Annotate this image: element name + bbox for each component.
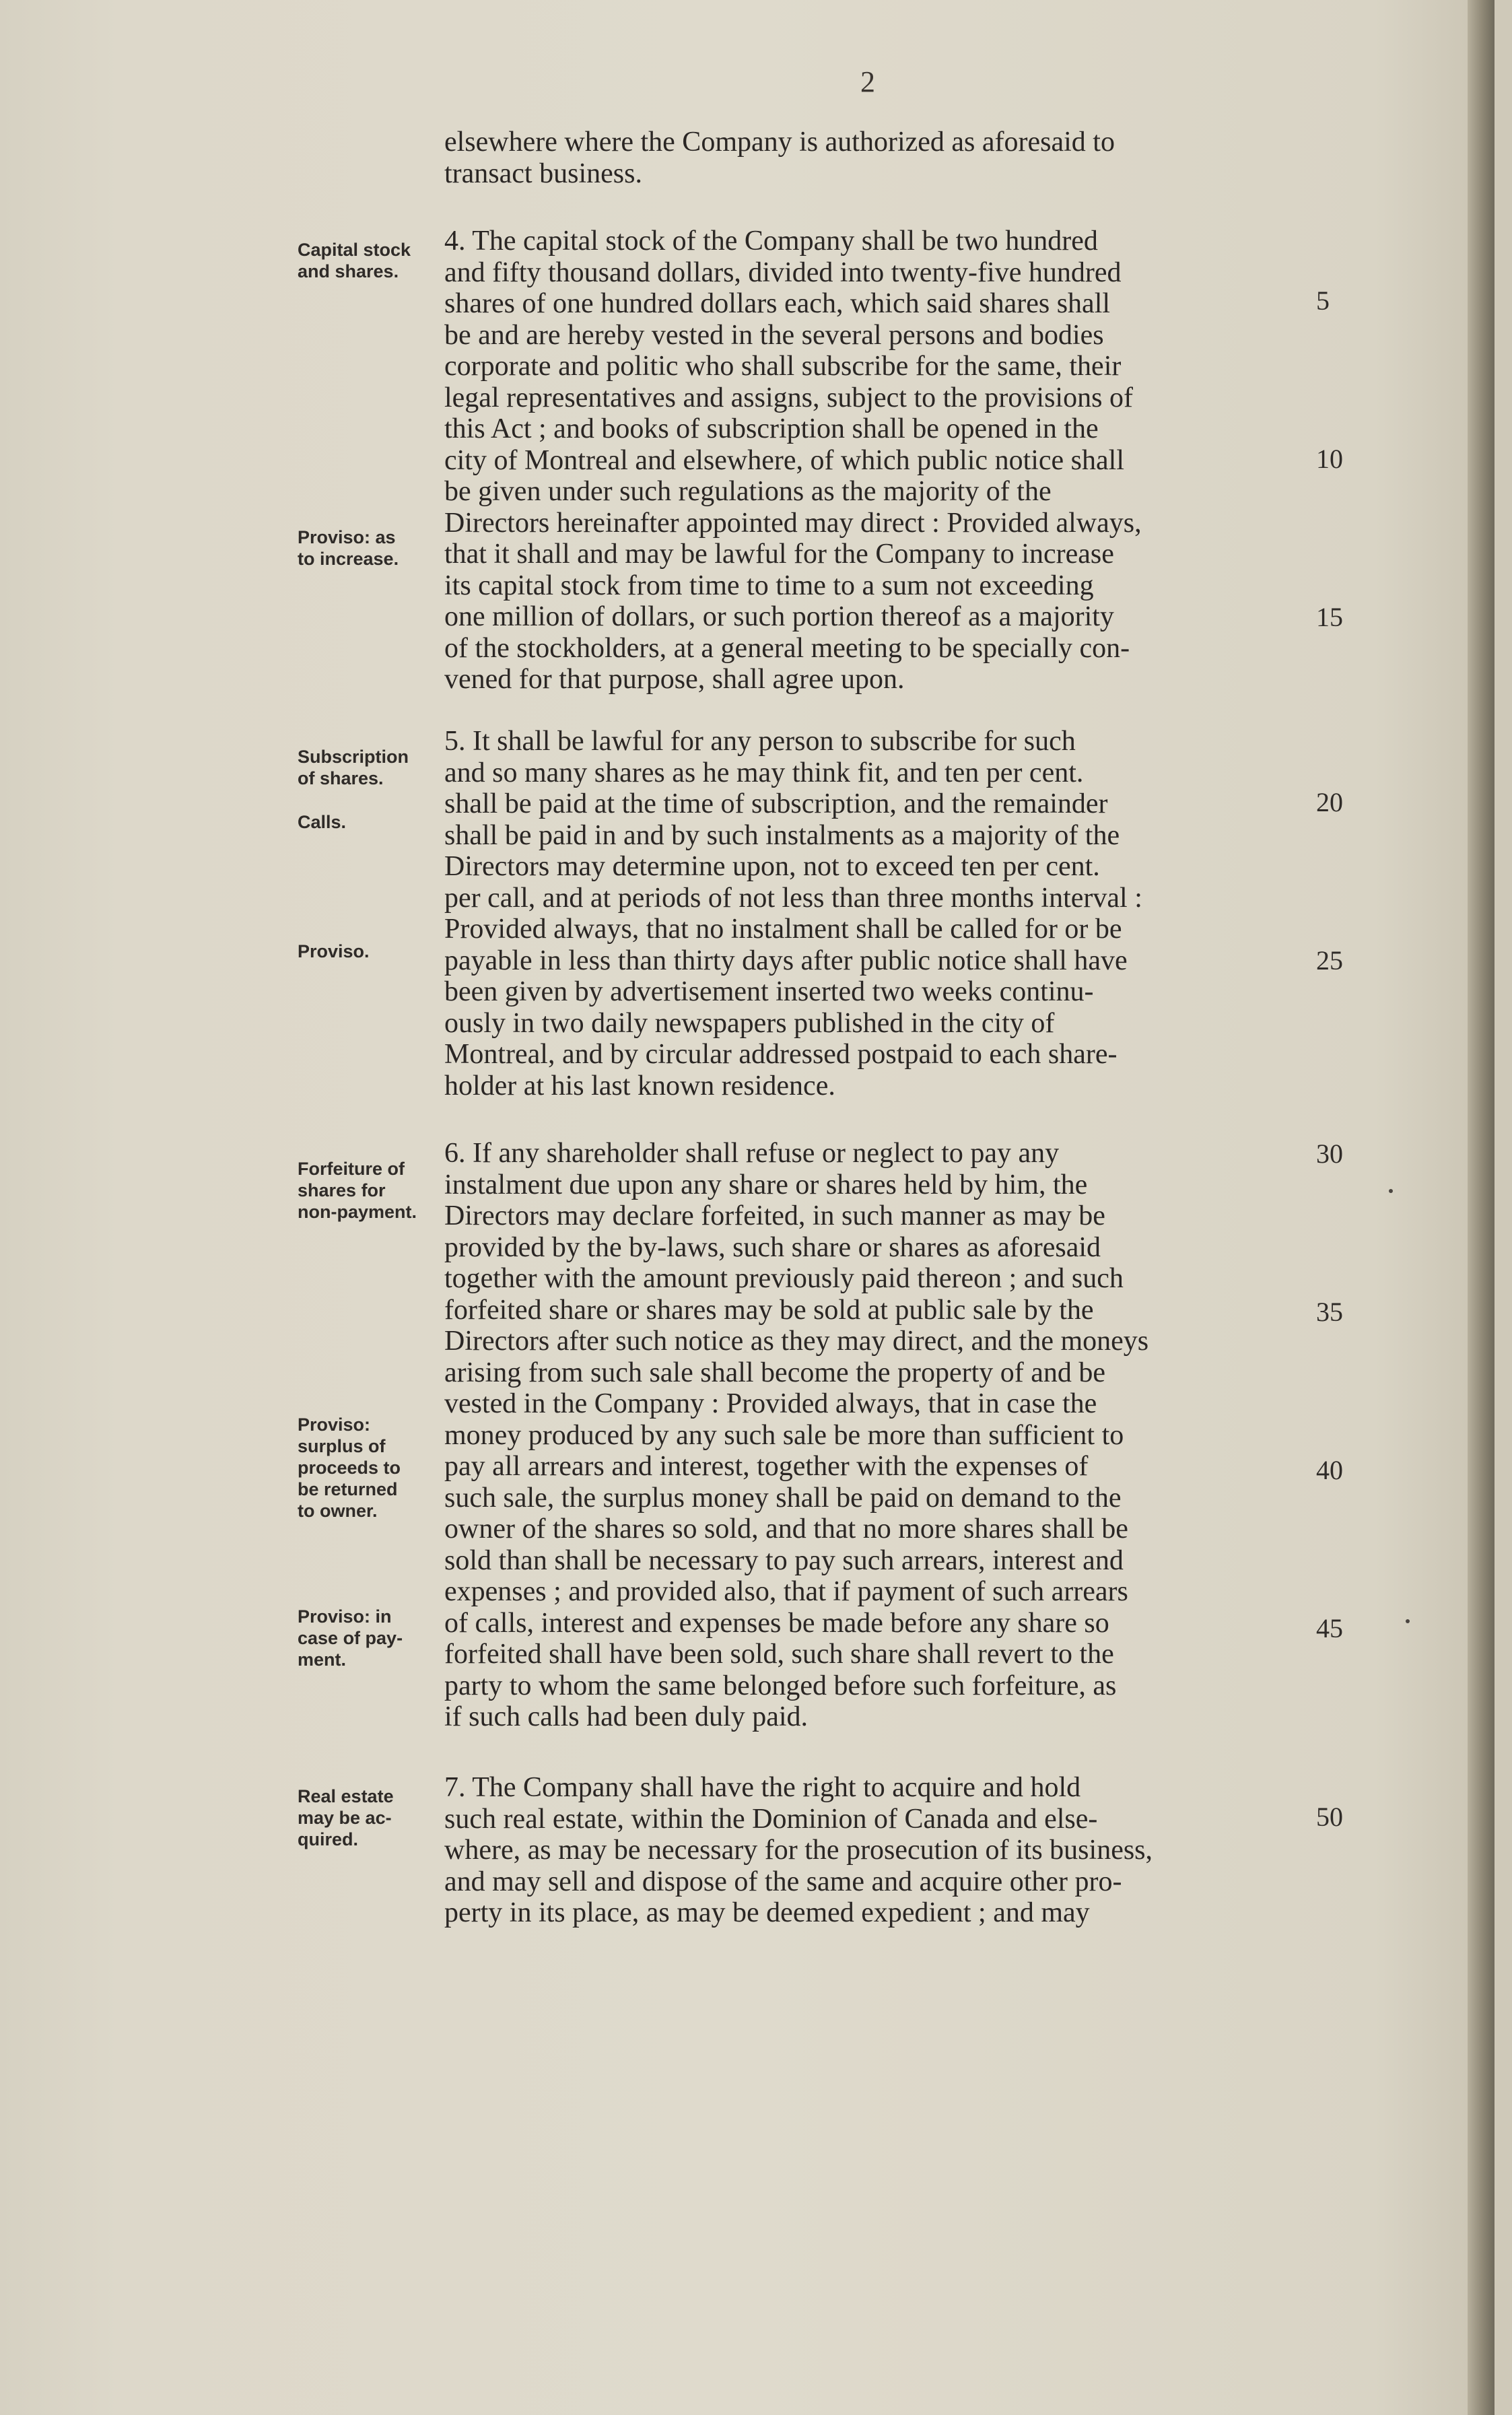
text-line: sold than shall be necessary to pay such arrears, interest and (444, 1544, 1124, 1576)
text-line: this Act ; and books of subscription shall be opened in the (444, 413, 1099, 444)
text-line: been given by advertisement inserted two weeks continu- (444, 976, 1094, 1007)
section-7 (444, 1772, 1299, 1929)
text-line: shall be paid at the time of subscription, and the remainder (444, 788, 1108, 819)
margin-note-proviso-increase (298, 526, 452, 570)
margin-note-line: shares for (298, 1180, 386, 1200)
paragraph-continuation (444, 127, 1299, 189)
margin-note-line: Subscription (298, 747, 409, 767)
margin-note-real-estate (298, 1785, 452, 1850)
text-line: shall be paid in and by such instalments as a majority of the (444, 819, 1120, 851)
margin-note-capital-stock (298, 239, 452, 282)
text-line: that it shall and may be lawful for the Company to increase (444, 539, 1114, 570)
text-line: be and are hereby vested in the several persons and bodies (444, 319, 1104, 351)
text-line: ously in two daily newspapers published in the city of (444, 1007, 1055, 1039)
text-line: Montreal, and by circular addressed postpaid to each share- (444, 1039, 1118, 1070)
margin-note-line: non-payment. (298, 1202, 417, 1222)
text-line: 7. The Company shall have the right to acquire and hold (444, 1772, 1081, 1803)
margin-note-line: Forfeiture of (298, 1159, 405, 1179)
text-line: provided by the by-laws, such share or shares as aforesaid (444, 1231, 1101, 1263)
text-line: per call, and at periods of not less than three months interval : (444, 882, 1142, 914)
text-line: party to whom the same belonged before such forfeiture, as (444, 1670, 1117, 1701)
text-line: corporate and politic who shall subscribe for the same, their (444, 351, 1122, 382)
margin-note-line: and shares. (298, 261, 399, 281)
margin-note-line: may be ac- (298, 1808, 392, 1828)
text-line: forfeited shall have been sold, such share shall revert to the (444, 1639, 1114, 1670)
text-line: be given under such regulations as the majority of the (444, 476, 1052, 507)
text-line: Directors may declare forfeited, in such manner as may be (444, 1200, 1105, 1231)
margin-note-line: Proviso: in (298, 1606, 392, 1627)
text-line: Directors hereinafter appointed may direct : Provided always, (444, 507, 1142, 539)
book-spine (1468, 0, 1494, 2415)
text-line: and may sell and dispose of the same and acquire other pro- (444, 1866, 1122, 1897)
text-line: such real estate, within the Dominion of Canada and else- (444, 1803, 1098, 1835)
text-line: and fifty thousand dollars, divided into twenty-five hundred (444, 257, 1122, 288)
text-line: arising from such sale shall become the property of and be (444, 1357, 1106, 1388)
margin-note-proviso (298, 941, 452, 962)
text-line: city of Montreal and elsewhere, of which public notice shall (444, 444, 1125, 476)
text-line: 4. The capital stock of the Company shall be two hundred (444, 226, 1098, 257)
line-number: 5 (1316, 285, 1330, 316)
margin-note-line: Proviso: (298, 1415, 371, 1435)
margin-note-line: Calls. (298, 812, 347, 832)
page-number: 2 (860, 65, 875, 98)
text-line: holder at his last known residence. (444, 1070, 835, 1101)
margin-note-proviso-surplus (298, 1414, 452, 1522)
text-line: payable in less than thirty days after public notice shall have (444, 945, 1128, 976)
text-line: vened for that purpose, shall agree upon. (444, 664, 905, 695)
margin-note-line: Proviso: as (298, 527, 396, 547)
text-line: forfeited share or shares may be sold at public sale by the (444, 1294, 1094, 1326)
line-number: 10 (1316, 444, 1343, 474)
ink-speck (1406, 1619, 1410, 1623)
text-line: owner of the shares so sold, and that no more shares shall be (444, 1513, 1128, 1544)
margin-note-calls (298, 811, 452, 833)
line-number: 20 (1316, 787, 1343, 817)
text-line: pay all arrears and interest, together with the expenses of (444, 1451, 1089, 1482)
text-line: and so many shares as he may think fit, and ten per cent. (444, 757, 1084, 788)
text-line: transact business. (444, 158, 642, 189)
text-line: instalment due upon any share or shares held by him, the (444, 1169, 1088, 1200)
text-line: together with the amount previously paid thereon ; and such (444, 1263, 1124, 1294)
line-number: 30 (1316, 1138, 1343, 1169)
margin-note-line: ment. (298, 1649, 347, 1670)
margin-note-line: Real estate (298, 1786, 394, 1806)
margin-note-line: proceeds to (298, 1458, 401, 1478)
text-line: legal representatives and assigns, subject to the provisions of (444, 382, 1133, 413)
text-line: expenses ; and provided also, that if payment of such arrears (444, 1576, 1128, 1607)
text-line: 6. If any shareholder shall refuse or neglect to pay any (444, 1138, 1060, 1169)
line-number: 15 (1316, 602, 1343, 632)
margin-note-forfeiture (298, 1158, 452, 1223)
line-number: 45 (1316, 1613, 1343, 1643)
section-4 (444, 226, 1299, 695)
margin-note-line: Capital stock (298, 240, 411, 260)
text-line: 5. It shall be lawful for any person to subscribe for such (444, 726, 1076, 757)
text-line: money produced by any such sale be more than sufficient to (444, 1419, 1124, 1451)
text-line: if such calls had been duly paid. (444, 1701, 809, 1732)
section-6 (444, 1138, 1299, 1733)
margin-note-line: of shares. (298, 768, 384, 788)
margin-note-line: surplus of (298, 1436, 386, 1456)
line-number: 35 (1316, 1297, 1343, 1327)
text-line: vested in the Company : Provided always, that in case the (444, 1388, 1097, 1419)
line-number: 50 (1316, 1802, 1343, 1832)
ink-speck (1389, 1189, 1393, 1193)
margin-note-line: case of pay- (298, 1628, 403, 1648)
text-line: where, as may be necessary for the prosecution of its business, (444, 1835, 1153, 1866)
text-line: Directors may determine upon, not to exceed ten per cent. (444, 851, 1100, 882)
text-line: such sale, the surplus money shall be paid on demand to the (444, 1482, 1122, 1513)
text-line: elsewhere where the Company is authorized as aforesaid to (444, 127, 1115, 158)
line-number: 25 (1316, 945, 1343, 976)
margin-note-line: quired. (298, 1829, 359, 1849)
margin-note-line: Proviso. (298, 941, 370, 961)
line-number: 40 (1316, 1455, 1343, 1485)
margin-note-line: be returned (298, 1479, 398, 1499)
text-line: of calls, interest and expenses be made before any share so (444, 1607, 1109, 1639)
text-line: perty in its place, as may be deemed expedient ; and may (444, 1897, 1090, 1928)
margin-note-subscription (298, 746, 452, 789)
margin-note-line: to owner. (298, 1501, 378, 1521)
section-5 (444, 726, 1299, 1101)
text-line: Provided always, that no instalment shall be called for or be (444, 914, 1122, 945)
text-line: shares of one hundred dollars each, which said shares shall (444, 288, 1111, 319)
margin-note-proviso-payment (298, 1606, 452, 1670)
margin-note-line: to increase. (298, 549, 399, 569)
text-line: Directors after such notice as they may direct, and the moneys (444, 1326, 1149, 1357)
text-line: its capital stock from time to time to a sum not exceeding (444, 570, 1094, 601)
text-line: of the stockholders, at a general meeting to be specially con- (444, 632, 1130, 664)
text-line: one million of dollars, or such portion thereof as a majority (444, 601, 1114, 632)
